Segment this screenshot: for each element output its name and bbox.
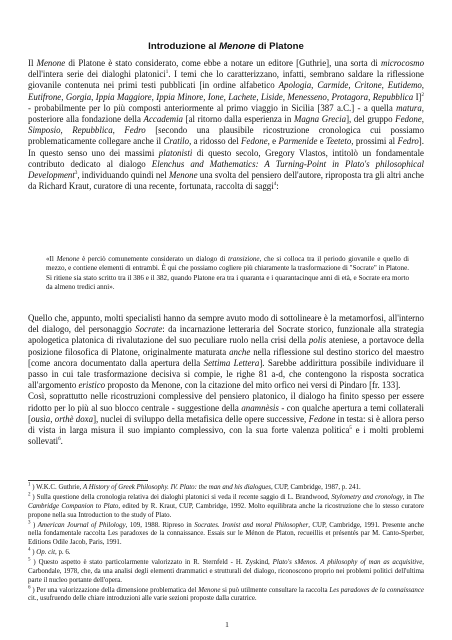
footnote-separator bbox=[28, 480, 148, 481]
footnote-ref: 2 bbox=[421, 92, 425, 98]
footnote: $^1$ ) W.K.C. Guthrie, A History of Greek Philosophy. IV. Plato: the man and his dialogues, CUP, Cambridge, 1987, p. 241. bbox=[28, 482, 361, 491]
title-work: Menone bbox=[219, 41, 256, 52]
footnote-ref: 3 bbox=[74, 171, 78, 177]
footnote: $^6$ ) Per una valorizzazione della dimensione problematica del Menone si può utilmente consultare la raccolta Les paradoxes de la connaissance cit., usufruendo delle chiare introduzioni alle varie sezioni proposte dalla curatrice. bbox=[28, 585, 424, 603]
footnote-ref: 6 bbox=[58, 437, 61, 443]
footnote-ref: 4 bbox=[273, 182, 277, 188]
footnotes-list bbox=[28, 484, 424, 605]
footnote: $^4$ ) Op. cit, p. 6. bbox=[28, 547, 71, 557]
document-title bbox=[28, 41, 424, 53]
footnote-ref: 1 bbox=[165, 70, 169, 76]
page-number: 1 bbox=[225, 620, 229, 629]
footnote-ref: 5 bbox=[349, 426, 352, 432]
footnote: $^2$ ) Sulla questione della cronologia relativa dei dialoghi platonici si veda il recente saggio di L. Brandwood, Stylometry and cronology, in The Cambridge Companion to Plato, edited by R. Kraut, CUP, Cambridge, 1992. Molto equilibrata anche la ricostruzione che lo stesso curatore propone nella sua Introduction to the study of Plato. bbox=[28, 492, 425, 519]
footnote: $^5$ ) Questo aspetto è stato particolarmente valorizzato in R. Sternfeld - H. Zyskind, Plato's sMenos. A philosophy of man as acquisitive, Carbondale, 1978, che, da una analisi degli elementi drammatici e strutturali del dialogo, riconoscono proprio nei problemi politici dell'ultima parte il nucleo portante dell'opera. bbox=[28, 557, 425, 584]
title-text-end: di Platone bbox=[255, 41, 304, 52]
block-quote: «Il Menone è perciò comunemente considerato un dialogo di transizione, che si colloca tra il periodo giovanile e quello di mezzo, e contiene elementi di entrambi. È qui che possiamo cogliere più chiaramente la trasformazione di "Socrate" in Platone. Si ritiene sia stato scritto tra il 386 e il 382, quando Platone era tra i quaranta e i quarantacinque anni di età, e Socrate era morto da almeno tredici anni». bbox=[46, 255, 410, 292]
footnote: $^3$ ) American Journal of Philology, 109, 1988. Ripreso in Socrates. Ironist and moral Philosopher, CUP, Cambridge, 1991. Presente anche nella fondamentale raccolta Les paradoxes de la connaissance. Essais sur le Ménon de Platon, recueillis et présentés par M. Canto-Sperber, Editions Odile Jacob, Paris, 1991. bbox=[28, 520, 425, 546]
intro-paragraph: Il Menone di Platone è stato considerato, come ebbe a notare un editore [Guthrie], una sorta di microcosmo dell'intera serie dei dialoghi platonici$^1$. I temi che lo caratterizzano, infatti, sembrano saldare la riflessione giovanile contenuta nei primi testi pubblicati [in ordine alfabetico Apologia, Carmide, Critone, Eutidemo, Eutifrone, Gorgia, Ippia Maggiore, Ippia Minore, Ione, Lachete, Liside, Menesseno, Protagora, Repubblica I]$^2$ - probabilmente per lo più composti anteriormente al primo viaggio in Sicilia [387 a.C.] - a quella matura, posteriore alla fondazione della Accademia [al ritorno dalla esperienza in Magna Grecia], del gruppo Fedone, Simposio, Repubblica, Fedro [secondo una plausibile ricostruzione cronologica cui possiamo problematicamente collegare anche il Cratilo, a ridosso del Fedone, e Parmenide e Teeteto, prossimi al Fedro]. In questo senso uno dei massimi platonisti di questo secolo, Gregory Vlastos, intitolò un fondamentale contributo dedicato al dialogo Elenchus and Mathematics: A Turning-Point in Plato's philosophical Development$^3$, individuando quindi nel Menone una svolta del pensiero dell'autore, riproposta tra gli altri anche da Richard Kraut, curatore di una recente, fortunata, raccolta di saggi$^4$: bbox=[28, 58, 425, 192]
title-text: Introduzione al bbox=[148, 41, 220, 52]
body-paragraph: Quello che, appunto, molti specialisti hanno da sempre avuto modo di sottolineare è la metamorfosi, all'interno del dialogo, del personaggio Socrate: da incarnazione letteraria del Socrate storico, funzionale alla strategia apologetica platonica di rivalutazione del suo peculiare ruolo nella crisi della polis ateniese, a portavoce della posizione filosofica di Platone, originalmente maturata anche nella riflessione sul destino storico del maestro [come ancora documentato dalla apertura della Settima Lettera]. Sarebbe addirittura possibile individuare il passo in cui tale trasformazione decisiva si compie, le righe 81 a-d, che contengono la risposta socratica all'argomento eristico proposto da Menone, con la citazione del mito orfico nei versi di Pindaro [fr. 133]. Così, soprattutto nelle ricostruzioni complessive del pensiero platonico, il dialogo ha finito spesso per essere ridotto per lo più al suo blocco centrale - suggestione della anamnèsis - con qualche apertura a temi collaterali [ousìa, orthè doxa], nuclei di sviluppo della metafisica delle opere successive, Fedone in testa: si è allora perso di vista in larga misura il suo impianto complessivo, con la sua forte valenza politica$^5$ e i molti problemi sollevati$^6$. bbox=[28, 313, 425, 447]
